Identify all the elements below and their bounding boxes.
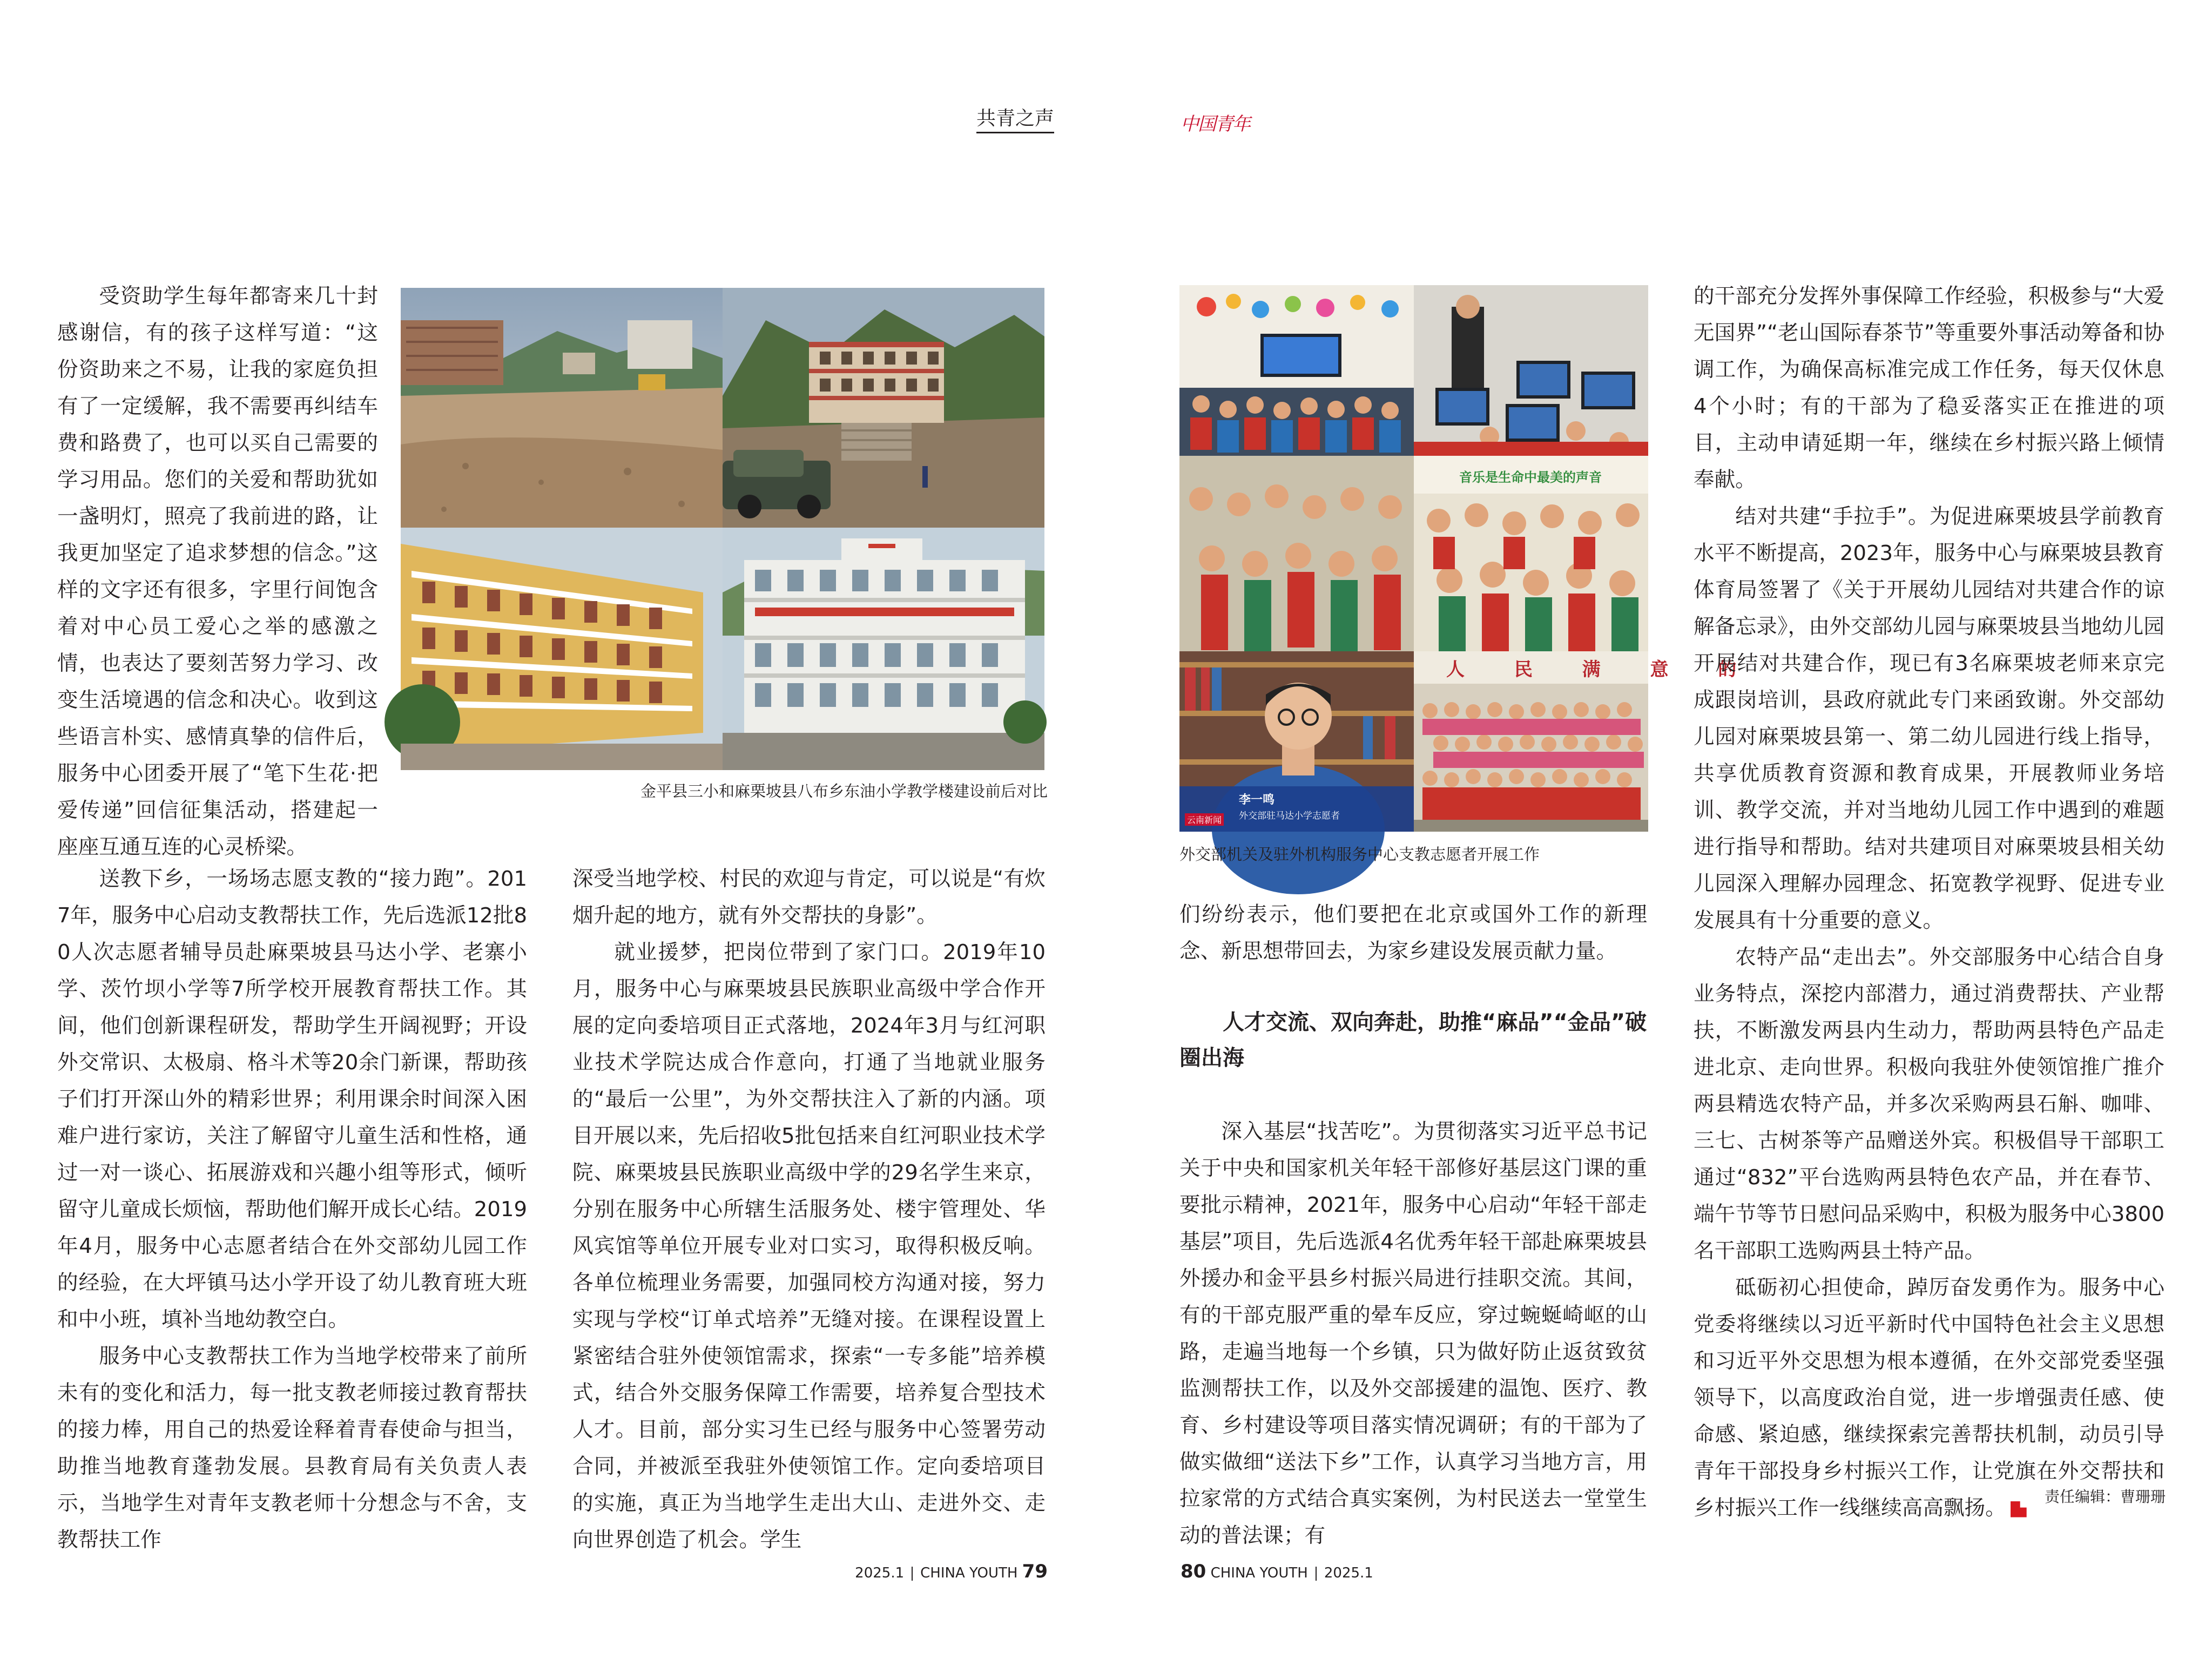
left-col1-top [57,278,378,866]
paragraph: 们纷纷表示，他们要把在北京或国外工作的新理念、新思想带回去，为家乡建设发展贡献力量。 [1179,902,1647,963]
paragraph: 深受当地学校、村民的欢迎与肯定，可以说是“有炊烟升起的地方，就有外交帮扶的身影”。 [572,867,1046,928]
footer-year: 2025.1 [1324,1565,1373,1581]
left-photo-collage [401,288,1044,770]
photo-banner-text: 音乐是生命中最美的声音 [1459,470,1602,485]
paragraph: 结对共建“手拉手”。为促进麻栗坡县学前教育水平不断提高，2023年，服务中心与麻栗坡县教育体育局签署了《关于开展幼儿园结对共建合作的谅解备忘录》，由外交部幼儿园与麻栗坡县当地幼儿园开展结对共建合作，现已有3名麻栗坡老师来京完成跟岗培训，县政府就此专门来函致谢。外交部幼儿园对麻栗坡县第一、第二幼儿园进行线上指导，共享优质教育资源和教育成果，开展教师业务培训、教学交流，并对当地幼儿园工作中遇到的难题进行指导和帮助。结对共建项目对麻栗坡县相关幼儿园深入理解办园理念、拓宽教学视野、促进专业发展具有十分重要的意义。 [1694,504,2164,933]
photo-old-school [723,288,1044,528]
photo-group-outdoor [1414,651,1758,832]
left-col2-bottom [572,861,1046,1559]
paragraph: 深入基层“找苦吃”。为贯彻落实习近平总书记关于中央和国家机关年轻干部修好基层这门课的重要批示精神，2021年，服务中心启动“年轻干部走基层”项目，先后选派4名优秀年轻干部赴麻栗坡县外援办和金平县乡村振兴局进行挂职交流。其间，有的干部克服严重的晕车反应，穿过蜿蜒崎岖的山路，走遍当地每一个乡镇，只为做好防止返贫致贫监测帮扶工作，以及外交部援建的温饱、医疗、教育、乡村建设等项目落实情况调研；有的干部为了做实做细“送法下乡”工作，认真学习当地方言，用拉家常的方式结合真实案例，为村民送去一堂堂生动的普法课；有 [1179,1120,1647,1548]
page-number: 80 [1181,1561,1206,1582]
photo-children-group [1179,456,1648,651]
photo-classroom-wall [1179,285,1414,456]
footer-separator [1316,1567,1317,1581]
right-col3 [1179,896,1647,970]
paragraph: 受资助学生每年都寄来几十封感谢信，有的孩子这样写道：“这份资助来之不易，让我的家庭负担有了一定缓解，我不需要再纠结车费和路费了，也可以买自己需要的学习用品。您们的关爱和帮助犹如一盏明灯，照亮了我前进的路，让我更加坚定了追求梦想的信念。”这样的文字还有很多，字里行间饱含着对中心员工爱心之举的感激之情，也表达了要刻苦努力学习、改变生活境遇的信念和决心。收到这些语言朴实、感情真挚的信件后，服务中心团委开展了“笔下生花·把爱传递”回信征集活动，搭建起一座座互通互连的心灵桥梁。 [57,284,378,859]
section-label [976,107,1054,133]
photo-computer-lab [1414,285,1648,456]
section-subheading: 人才交流、双向奔赴，助推“麻品”“金品”破圈出海 [1179,1010,1647,1070]
editor-credit: 责任编辑：曹珊珊 [2044,1488,2166,1506]
magazine-logo: 中国青年 [1181,113,1250,135]
paragraph: 服务中心支教帮扶工作为当地学校带来了前所未有的变化和活力，每一批支教老师接过教育帮扶的接力棒，用自己的热爱诠释着青春使命与担当，助推当地教育蓬勃发展。县教育局有关负责人表示，当地学生对青年支教老师十分想念与不舍，支教帮扶工作 [57,1344,527,1552]
right-col4 [1694,278,2164,1527]
tv-name: 李一鸣 [1239,793,1275,807]
photo-construction-site [401,288,723,528]
left-footer [842,1561,1048,1582]
right-photo-caption: 外交部机关及驻外机构服务中心支教志愿者开展工作 [1179,845,1540,864]
wall-sign-text: 人 民 满 意 的 [1446,659,1758,680]
footer-magazine: CHINA YOUTH [920,1565,1018,1581]
photo-tv-interview [1179,651,1414,832]
footer-magazine: CHINA YOUTH [1210,1565,1308,1581]
section-label-text: 共青之声 [976,107,1055,130]
photo-new-school-yellow [401,528,723,770]
photo-new-school-white [723,528,1044,770]
tv-subtitle: 外交部驻马达小学志愿者 [1239,811,1340,821]
right-footer [1181,1561,1451,1582]
paragraph: 就业援梦，把岗位带到了家门口。2019年10月，服务中心与麻栗坡县民族职业高级中学合作开展的定向委培项目正式落地，2024年3月与红河职业技术学院达成合作意向，打通了当地就业服务的“最后一公里”，为外交帮扶注入了新的内涵。项目开展以来，先后招收5批包括来自红河职业技术学院、麻栗坡县民族职业高级中学的29名学生来京，分别在服务中心所辖生活服务处、楼宇管理处、华风宾馆等单位开展专业对口实习，取得积极反响。各单位梳理业务需要，加强同校方沟通对接，努力实现与学校“订单式培养”无缝对接。在课程设置上紧密结合驻外使领馆需求，探索“一专多能”培养模式，结合外交服务保障工作需要，培养复合型技术人才。目前，部分实习生已经与服务中心签署劳动合同，并被派至我驻外使领馆工作。定向委培项目的实施，真正为当地学生走出大山、走进外交、走向世界创造了机会。学生 [572,940,1046,1552]
page-number: 79 [1022,1561,1048,1582]
paragraph: 送教下乡，一场场志愿支教的“接力跑”。2017年，服务中心启动支教帮扶工作，先后选派12批80人次志愿者辅导员赴麻栗坡县马达小学、老寨小学、茨竹坝小学等7所学校开展教育帮扶工作。其间，他们创新课程研发，帮助学生开阔视野；开设外交常识、太极扇、格斗术等20余门新课，帮助孩子们打开深山外的精彩世界；利用课余时间深入困难户进行家访，关注了解留守儿童生活和性格，通过一对一谈心、拓展游戏和兴趣小组等形式，倾听留守儿童成长烦恼，帮助他们解开成长心结。2019年4月，服务中心志愿者结合在外交部幼儿园工作的经验，在大坪镇马达小学开设了幼儿教育班大班和中小班，填补当地幼教空白。 [57,867,527,1332]
footer-separator [912,1567,913,1581]
paragraph-text: 砥砺初心担使命，踔厉奋发勇作为。服务中心党委将继续以习近平新时代中国特色社会主义思想和习近平外交思想为根本遵循，在外交部党委坚强领导下，以高度政治自觉，进一步增强责任感、使命感、紧迫感，继续探索完善帮扶机制，动员引导青年干部投身乡村振兴工作，让党旗在外交帮扶和乡村振兴工作一线继续高高飘扬。 [1694,1276,2164,1520]
paragraph: 农特产品“走出去”。外交部服务中心结合自身业务特点，深挖内部潜力，通过消费帮扶、产业帮扶，不断激发两县内生动力，帮助两县特色产品走进北京、走向世界。积极向我驻外使领馆推广推介两县精选农特产品，并多次采购两县石斛、咖啡、三七、古树茶等产品赠送外宾。积极倡导干部职工通过“832”平台选购两县特色农产品，并在春节、端午节等节日慰问品采购中，积极为服务中心3800名干部职工选购两县土特产品。 [1694,945,2164,1263]
right-col3-bottom [1179,1114,1647,1554]
footer-year: 2025.1 [855,1565,905,1581]
left-photo-caption: 金平县三小和麻栗坡县八布乡东油小学教学楼建设前后对比 [640,782,1048,800]
paragraph: 的干部充分发挥外事保障工作经验，积极参与“大爱无国界”“老山国际春茶节”等重要外事活动筹备和协调工作，为确保高标准完成工作任务，每天仅休息4个小时；有的干部为了稳妥落实正在推进的项目，主动申请延期一年，继续在乡村振兴路上倾情奉献。 [1694,284,2164,492]
left-col1-bottom [57,861,527,1559]
right-photo-collage [1179,285,1758,832]
tv-logo: 云南新闻 [1185,813,1224,826]
